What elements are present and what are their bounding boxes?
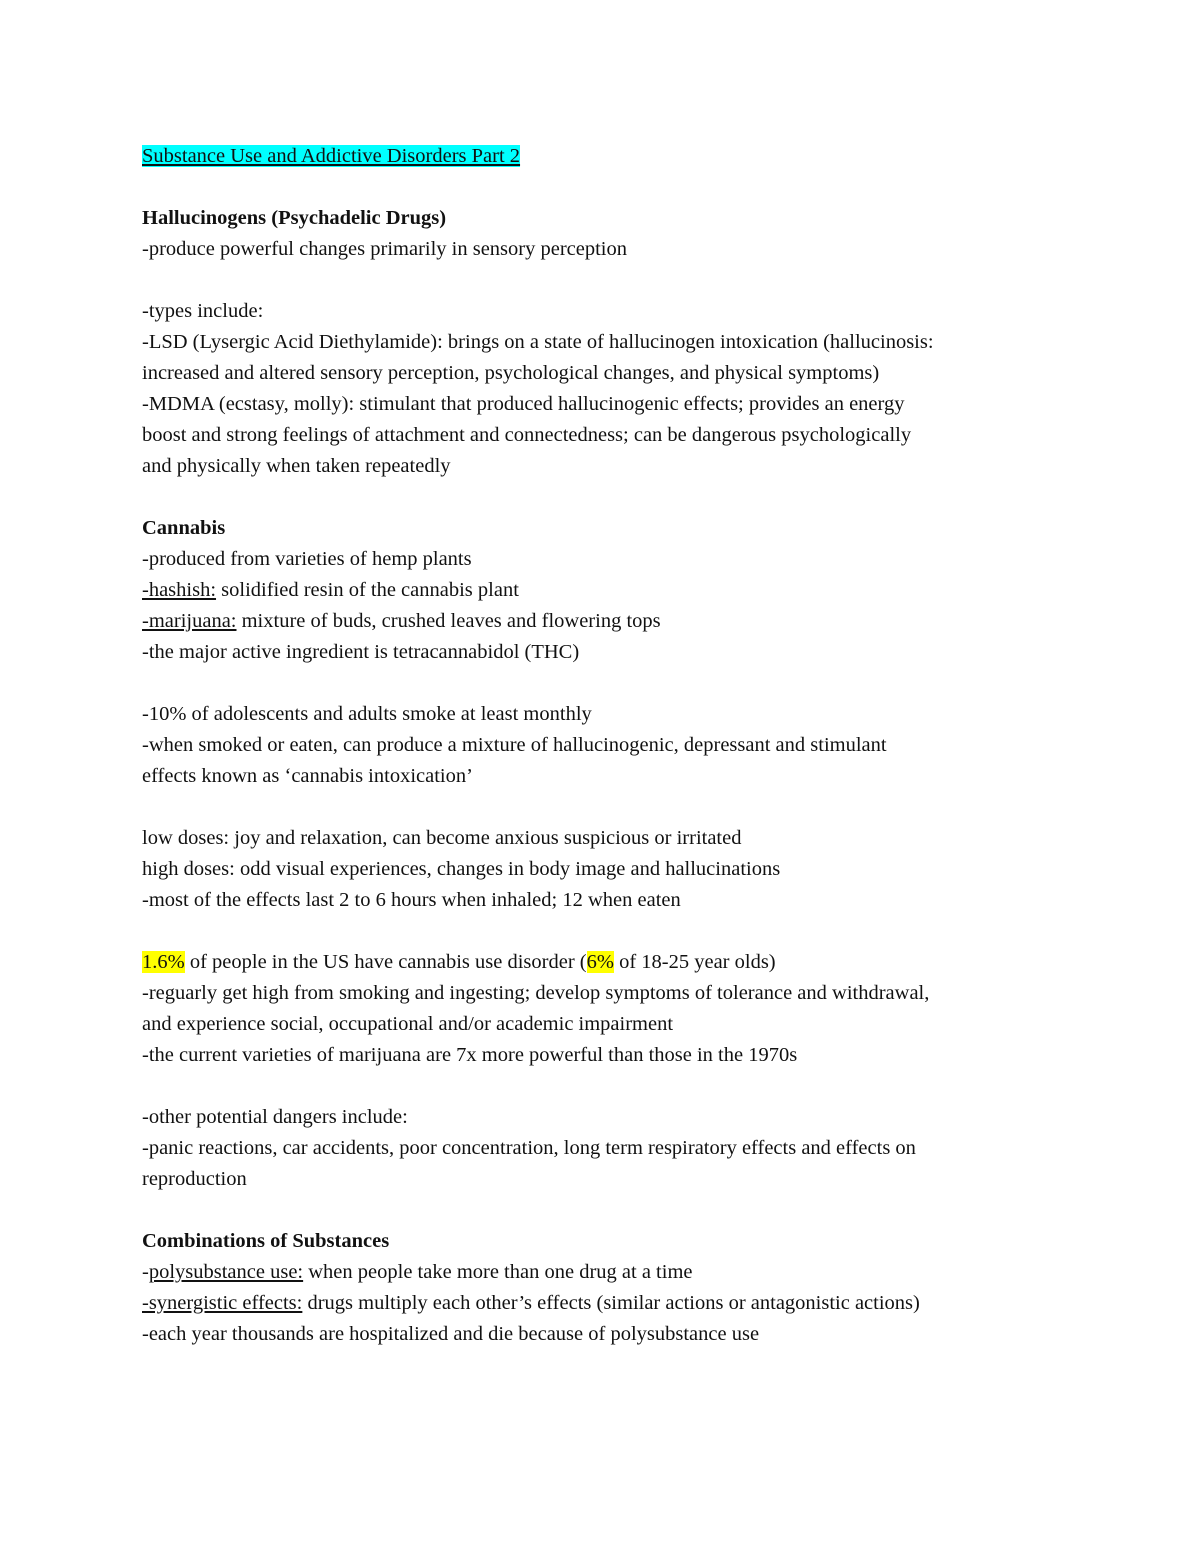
spacer	[142, 1071, 1102, 1102]
stat-highlight-2: 6%	[586, 951, 614, 973]
stat-text-2: of 18-25 year olds)	[613, 951, 776, 973]
dangers-line-1: -panic reactions, car accidents, poor concentration, long term respiratory effects and effects on	[142, 1137, 916, 1159]
polysubstance-line	[142, 1257, 1102, 1288]
low-doses-line: low doses: joy and relaxation, can become anxious suspicious or irritated	[142, 827, 742, 849]
cannabis-heading: Cannabis	[142, 517, 226, 539]
synergistic-line	[142, 1288, 1102, 1319]
disorder-line-2: and experience social, occupational and/or academic impairment	[142, 1013, 674, 1035]
hallucinogens-line: -produce powerful changes primarily in sensory perception	[142, 238, 628, 260]
types-intro: -types include:	[142, 300, 264, 322]
disorder-line-1: -reguarly get high from smoking and ingesting; develop symptoms of tolerance and withdrawal,	[142, 982, 930, 1004]
spacer	[142, 265, 1102, 296]
effects-line-2: effects known as ‘cannabis intoxication’	[142, 765, 473, 787]
polysubstance-definition: when people take more than one drug at a time	[303, 1261, 693, 1283]
synergistic-term: -synergistic effects:	[142, 1292, 303, 1314]
hashish-line	[142, 575, 1102, 606]
combinations-heading: Combinations of Substances	[142, 1230, 390, 1252]
marijuana-line	[142, 606, 1102, 637]
hospital-line: -each year thousands are hospitalized and die because of polysubstance use	[142, 1323, 760, 1345]
synergistic-definition: drugs multiply each other’s effects (similar actions or antagonistic actions)	[302, 1292, 920, 1314]
stat-text-1: of people in the US have cannabis use disorder (	[184, 951, 587, 973]
potency-line: -the current varieties of marijuana are 7x more powerful than those in the 1970s	[142, 1044, 798, 1066]
duration-line: -most of the effects last 2 to 6 hours when inhaled; 12 when eaten	[142, 889, 681, 911]
high-doses-line: high doses: odd visual experiences, changes in body image and hallucinations	[142, 858, 781, 880]
document-title: Substance Use and Addictive Disorders Part 2	[142, 145, 521, 167]
hashish-definition: solidified resin of the cannabis plant	[216, 579, 519, 601]
polysubstance-term: polysubstance use:	[148, 1261, 304, 1283]
lsd-line-2: increased and altered sensory perception, psychological changes, and physical symptoms)	[142, 362, 880, 384]
spacer	[142, 482, 1102, 513]
dangers-intro: -other potential dangers include:	[142, 1106, 408, 1128]
mdma-line-3: and physically when taken repeatedly	[142, 455, 451, 477]
marijuana-definition: mixture of buds, crushed leaves and flowering tops	[236, 610, 661, 632]
hashish-term: -hashish:	[142, 579, 217, 601]
mdma-line-2: boost and strong feelings of attachment and connectedness; can be dangerous psychologically	[142, 424, 912, 446]
lsd-line-1: -LSD (Lysergic Acid Diethylamide): brings on a state of hallucinogen intoxication (hallucinosis:	[142, 331, 934, 353]
thc-line: -the major active ingredient is tetracannabidol (THC)	[142, 641, 580, 663]
stat-highlight-1: 1.6%	[142, 951, 185, 973]
spacer	[142, 916, 1102, 947]
dangers-line-2: reproduction	[142, 1168, 247, 1190]
spacer	[142, 172, 1102, 203]
marijuana-term: -marijuana:	[142, 610, 237, 632]
title-line	[142, 141, 1102, 172]
mdma-line-1: -MDMA (ecstasy, molly): stimulant that produced hallucinogenic effects; provides an energy	[142, 393, 905, 415]
stat-line	[142, 947, 1102, 978]
usage-line: -10% of adolescents and adults smoke at least monthly	[142, 703, 592, 725]
cannabis-line: -produced from varieties of hemp plants	[142, 548, 472, 570]
spacer	[142, 1195, 1102, 1226]
document-body	[142, 141, 1102, 1350]
polysubstance-prefix: -	[142, 1261, 149, 1283]
effects-line-1: -when smoked or eaten, can produce a mixture of hallucinogenic, depressant and stimulant	[142, 734, 887, 756]
hallucinogens-heading: Hallucinogens (Psychadelic Drugs)	[142, 207, 447, 229]
spacer	[142, 792, 1102, 823]
spacer	[142, 668, 1102, 699]
